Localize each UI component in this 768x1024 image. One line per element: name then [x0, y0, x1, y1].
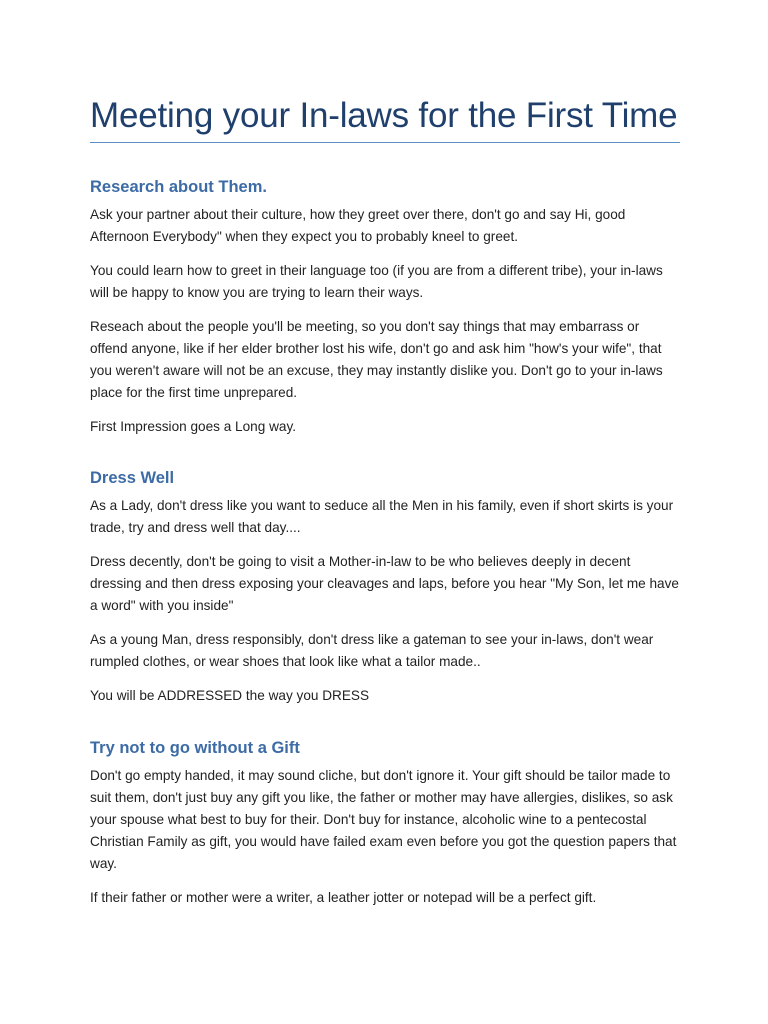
- section-dress-well: [90, 467, 680, 719]
- paragraph: If their father or mother were a writer, a leather jotter or notepad will be a perfect gift.: [90, 890, 597, 905]
- paragraph: You will be ADDRESSED the way you DRESS: [90, 688, 370, 703]
- section-heading: Try not to go without a Gift: [90, 739, 300, 757]
- paragraph: You could learn how to greet in their language too (if you are from a different tribe), your in-laws will be happy to know you are trying to learn their ways.: [90, 263, 663, 300]
- paragraph: As a young Man, dress responsibly, don't dress like a gateman to see your in-laws, don't wear rumpled clothes, or wear shoes that look like what a tailor made..: [90, 632, 654, 669]
- page-title: Meeting your In-laws for the First Time: [90, 96, 678, 135]
- paragraph: Don't go empty handed, it may sound cliche, but don't ignore it. Your gift should be tailor made to suit them, don't just buy any gift you like, the father or mother may have allergies, dislikes, so ask your spouse what best to buy for their. Don't buy for instance, alcoholic wine to a pentecostal Christian Family as gift, you would have failed exam even before you got the question papers that way.: [90, 768, 677, 871]
- section-heading: Research about Them.: [90, 178, 267, 196]
- paragraph: Reseach about the people you'll be meeting, so you don't say things that may embarrass or offend anyone, like if her elder brother lost his wife, don't go and ask him "how's your wife", that you weren't aware will not be an excuse, they may instantly dislike you. Don't go to your in-laws place for the first time unprepared.: [90, 319, 663, 400]
- section-gift: [90, 737, 680, 921]
- title-underline: [90, 142, 680, 143]
- paragraph: Ask your partner about their culture, how they greet over there, don't go and say Hi, good Afternoon Everybody" when they expect you to probably kneel to greet.: [90, 207, 626, 244]
- paragraph: As a Lady, don't dress like you want to seduce all the Men in his family, even if short skirts is your trade, try and dress well that day....: [90, 498, 674, 535]
- paragraph: Dress decently, don't be going to visit a Mother-in-law to be who believes deeply in decent dressing and then dress exposing your cleavages and laps, before you hear "My Son, let me have a word" with you inside": [90, 554, 679, 613]
- section-heading: Dress Well: [90, 469, 175, 487]
- paragraph: First Impression goes a Long way.: [90, 419, 297, 434]
- section-research-about-them: [90, 176, 680, 450]
